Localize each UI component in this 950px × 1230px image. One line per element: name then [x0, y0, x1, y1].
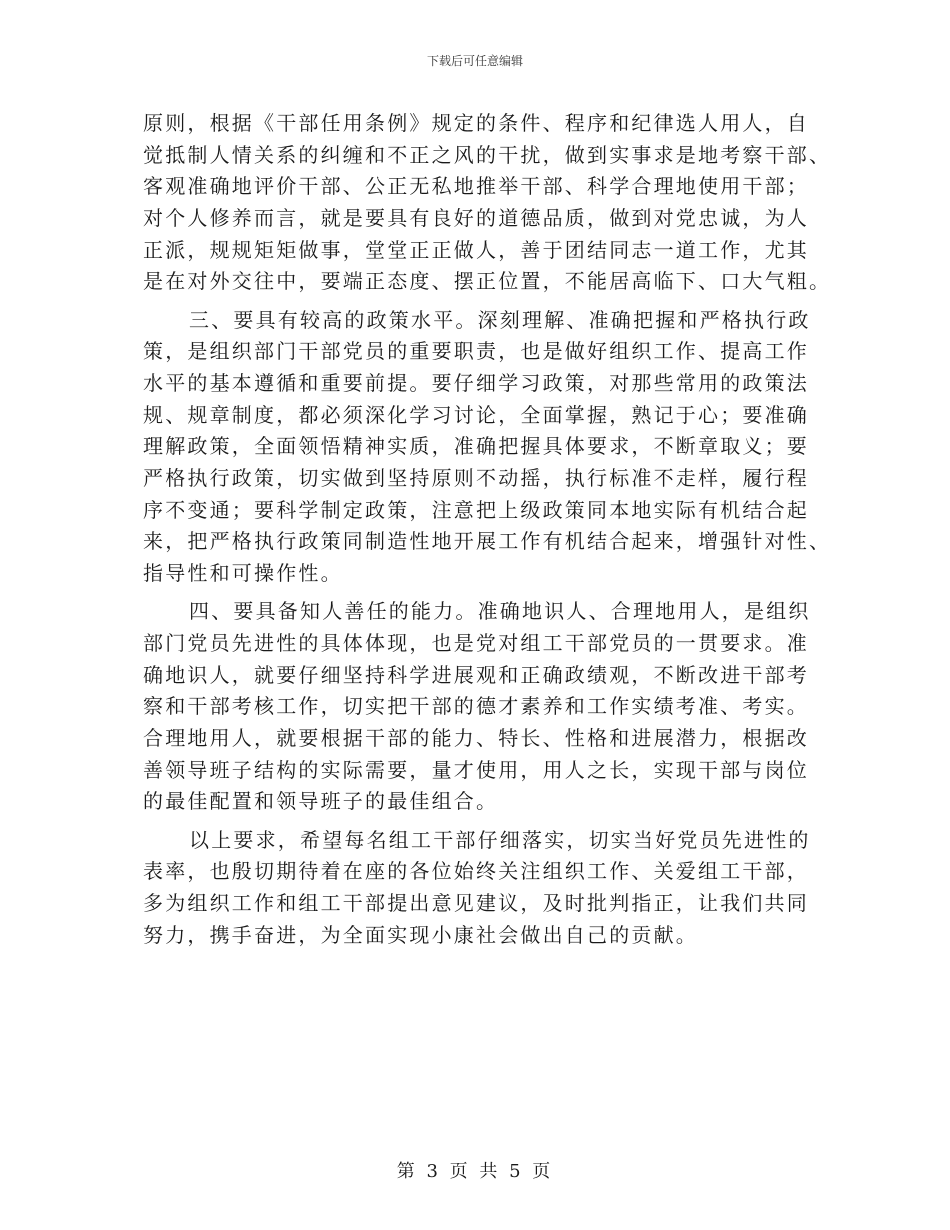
text-line: 来，把严格执行政策同制造性地开展工作有机结合起来，增强针对性、	[143, 529, 832, 554]
text-line: 以上要求，希望每名组工干部仔细落实，切实当好党员先进性的	[189, 827, 811, 852]
text-line: 规、规章制度，都必须深化学习讨论，全面掌握，熟记于心；要准确	[143, 402, 809, 427]
text-line: 觉抵制人情关系的纠缠和不正之风的干扰，做到实事求是地考察干部、	[143, 142, 832, 167]
text-line: 部门党员先进性的具体体现，也是党对组工干部党员的一贯要求。准	[143, 631, 809, 655]
text-line: 努力，携手奋进，为全面实现小康社会做出自己的贡献。	[143, 922, 698, 947]
page-header: 下载后可任意编辑	[426, 54, 523, 68]
text-line: 正派，规规矩矩做事，堂堂正正做人，善于团结同志一道工作，尤其	[143, 237, 809, 262]
text-line: 水平的基本遵循和重要前提。要仔细学习政策，对那些常用的政策法	[143, 371, 809, 395]
text-line: 表率，也殷切期待着在座的各位始终关注组织工作、关爱组工干部，	[143, 859, 809, 884]
page-number-footer: 第 3 页 共 5 页	[396, 1161, 554, 1182]
text-line: 对个人修养而言，就是要具有良好的道德品质，做到对党忠诚，为人	[143, 206, 809, 231]
text-line: 察和干部考核工作，切实把干部的德才素养和工作实绩考准、考实。	[143, 694, 809, 719]
paragraph-know-people	[143, 596, 809, 818]
text-line: 多为组织工作和组工干部提出意见建议，及时批判指正，让我们共同	[143, 891, 809, 915]
text-line: 是在对外交往中，要端正态度、摆正位置，不能居高临下、口大气粗。	[143, 269, 832, 294]
text-line: 客观准确地评价干部、公正无私地推举干部、科学合理地使用干部；	[143, 174, 809, 199]
text-line: 的最佳配置和领导班子的最佳组合。	[143, 789, 499, 814]
text-line: 合理地用人，就要根据干部的能力、特长、性格和进展潜力，根据改	[143, 726, 809, 751]
text-line: 善领导班子结构的实际需要，量才使用，用人之长，实现干部与岗位	[143, 757, 809, 782]
paragraph-conclusion	[143, 825, 809, 952]
text-line: 三、要具有较高的政策水平。深刻理解、准确把握和严格执行政	[189, 307, 811, 332]
text-line: 策，是组织部门干部党员的重要职责，也是做好组织工作、提高工作	[143, 339, 809, 364]
paragraph-principles-continued	[143, 108, 832, 298]
text-line: 序不变通；要科学制定政策，注意把上级政策同本地实际有机结合起	[143, 497, 809, 522]
text-line: 确地识人，就要仔细坚持科学进展观和正确政绩观，不断改进干部考	[143, 662, 809, 687]
text-line: 理解政策，全面领悟精神实质，准确把握具体要求，不断章取义；要	[143, 434, 809, 459]
paragraph-policy-level	[143, 305, 832, 590]
text-line: 严格执行政策，切实做到坚持原则不动摇，执行标准不走样，履行程	[143, 466, 809, 491]
text-line: 原则，根据《干部任用条例》规定的条件、程序和纪律选人用人，自	[143, 111, 809, 135]
document-body	[143, 108, 832, 951]
text-line: 四、要具备知人善任的能力。准确地识人、合理地用人，是组织	[189, 599, 811, 624]
text-line: 指导性和可操作性。	[143, 561, 343, 586]
